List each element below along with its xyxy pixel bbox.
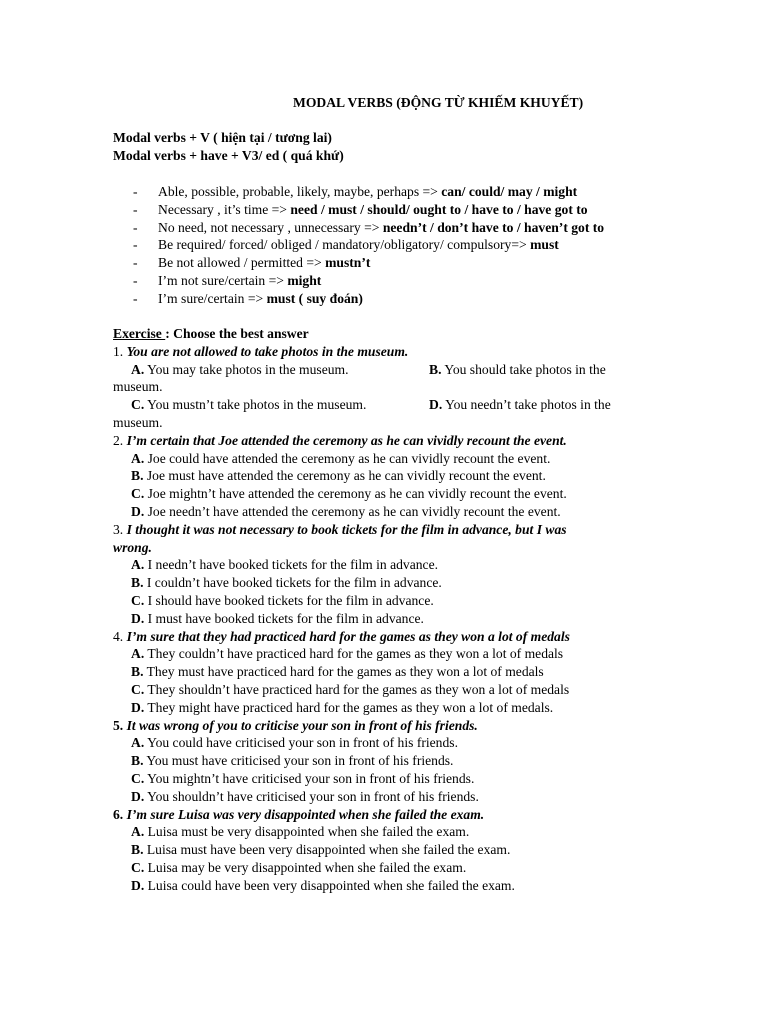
option-letter: D. (131, 788, 145, 804)
question-number: 3. (113, 521, 127, 537)
option-d (113, 610, 673, 628)
option-b (113, 841, 673, 859)
option-c (113, 770, 673, 788)
option-c (113, 485, 673, 503)
option-text: Joe must have attended the ceremony as he can vividly recount the event. (143, 468, 546, 484)
option-letter: A. (131, 824, 145, 840)
rule-text: Necessary , it’s time => (158, 201, 291, 217)
option-letter: A. (131, 361, 145, 377)
question-stem: I’m sure that they had practiced hard for the games as they won a lot of medals (126, 628, 570, 644)
option-a (131, 362, 349, 377)
option-text: I must have booked tickets for the film in advance. (144, 610, 424, 626)
rule-text: I’m not sure/certain => (158, 272, 288, 288)
rule-text: Be required/ forced/ obliged / mandatory/obligatory/ compulsory=> (158, 237, 531, 253)
option-text: They might have practiced hard for the games as they won a lot of medals. (144, 699, 554, 715)
question-number: 5. (113, 717, 127, 733)
option-letter: B. (131, 468, 144, 484)
rule-dash: - (133, 219, 138, 235)
option-text: They shouldn’t have practiced hard for the games as they won a lot of medals (144, 681, 570, 697)
exercise-heading (113, 325, 673, 343)
rule-modal: must (530, 237, 559, 253)
option-letter: C. (131, 770, 145, 786)
option-letter: D. (131, 503, 145, 519)
option-d (113, 877, 673, 895)
option-continuation: museum. (113, 414, 163, 430)
page-title: MODAL VERBS (ĐỘNG TỪ KHIẾM KHUYẾT) (293, 95, 584, 110)
option-text: You needn’t take photos in the (442, 397, 611, 413)
question-stem: I’m sure Luisa was very disappointed when she failed the exam. (126, 806, 485, 822)
question-1 (113, 343, 673, 361)
question-stem-continuation: wrong. (113, 539, 152, 555)
option-text: They must have practiced hard for the games as they won a lot of medals (143, 664, 544, 680)
option-c (113, 681, 673, 699)
rule-dash: - (133, 255, 138, 271)
option-b (113, 663, 673, 681)
question-number: 6. (113, 806, 127, 822)
option-d (429, 396, 611, 414)
option-a (113, 823, 673, 841)
formula-past: Modal verbs + have + V3/ ed ( quá khứ) (113, 148, 344, 163)
option-d (113, 788, 673, 806)
option-text: Joe mightn’t have attended the ceremony as he can vividly recount the event. (144, 486, 567, 502)
option-letter: B. (131, 842, 144, 858)
option-text: I couldn’t have booked tickets for the film in advance. (143, 575, 442, 591)
option-letter: A. (131, 646, 145, 662)
option-letter: B. (131, 575, 144, 591)
rule-dash: - (133, 290, 138, 306)
option-letter: D. (131, 877, 145, 893)
option-a (113, 645, 673, 663)
option-a (113, 450, 673, 468)
rule-item (113, 254, 713, 272)
rule-item (113, 272, 713, 290)
option-letter: D. (131, 699, 145, 715)
rule-text: Able, possible, probable, likely, maybe, perhaps => (158, 184, 442, 199)
option-row (113, 361, 673, 379)
option-text: Luisa must be very disappointed when she failed the exam. (144, 824, 470, 840)
option-letter: C. (131, 592, 145, 608)
option-letter: B. (429, 361, 442, 377)
option-letter: A. (131, 450, 145, 466)
question-3 (113, 521, 673, 539)
option-text: Luisa must have been very disappointed when she failed the exam. (143, 842, 511, 858)
option-b (429, 361, 606, 379)
option-letter: B. (131, 753, 144, 769)
option-letter: C. (131, 397, 145, 413)
question-number: 1. (113, 343, 127, 359)
question-6 (113, 806, 673, 824)
question-number: 2. (113, 432, 127, 448)
question-stem: I’m certain that Joe attended the ceremony as he can vividly recount the event. (126, 432, 567, 448)
option-row (113, 396, 673, 414)
option-c (113, 859, 673, 877)
option-text: Joe needn’t have attended the ceremony as he can vividly recount the event. (144, 503, 561, 519)
option-text: You mustn’t take photos in the museum. (144, 397, 367, 413)
option-letter: A. (131, 735, 145, 751)
question-2 (113, 432, 673, 450)
option-text: They couldn’t have practiced hard for the games as they won a lot of medals (144, 646, 564, 662)
option-text: Joe could have attended the ceremony as he can vividly recount the event. (144, 450, 551, 466)
rule-modal: needn’t / don’t have to / haven’t got to (382, 219, 605, 235)
question-stem: You are not allowed to take photos in the museum. (126, 343, 409, 359)
exercise-instruction: : Choose the best answer (165, 326, 309, 341)
option-d (113, 503, 673, 521)
rule-item (113, 183, 713, 201)
option-text: You may take photos in the museum. (144, 361, 349, 377)
rule-item (113, 219, 713, 237)
question-4 (113, 628, 673, 646)
option-continuation: museum. (113, 379, 163, 395)
rule-modal: mustn’t (325, 255, 371, 271)
option-text: You shouldn’t have criticised your son in front of his friends. (144, 788, 479, 804)
option-c (131, 397, 366, 412)
rule-modal: need / must / should/ ought to / have to / have got to (290, 201, 588, 217)
option-text: Luisa may be very disappointed when she failed the exam. (144, 859, 467, 875)
rule-modal: can/ could/ may / might (441, 184, 578, 199)
option-letter: C. (131, 859, 145, 875)
question-stem: It was wrong of you to criticise your son in front of his friends. (126, 717, 478, 733)
rule-text: No need, not necessary , unnecessary => (158, 219, 383, 235)
option-text: You should take photos in the (441, 361, 606, 377)
rule-dash: - (133, 272, 138, 288)
question-stem: I thought it was not necessary to book tickets for the film in advance, but I was (126, 521, 567, 537)
option-text: Luisa could have been very disappointed when she failed the exam. (144, 877, 515, 893)
option-a (113, 734, 673, 752)
rule-text: Be not allowed / permitted => (158, 255, 326, 271)
option-text: I should have booked tickets for the film in advance. (144, 592, 434, 608)
option-letter: A. (131, 557, 145, 573)
option-letter: C. (131, 681, 145, 697)
option-letter: C. (131, 486, 145, 502)
option-letter: D. (429, 397, 443, 413)
option-a (113, 556, 673, 574)
formula-present: Modal verbs + V ( hiện tại / tương lai) (113, 130, 332, 145)
rule-dash: - (133, 237, 138, 253)
option-text: You must have criticised your son in front of his friends. (143, 753, 454, 769)
rule-item (113, 290, 713, 308)
option-letter: B. (131, 664, 144, 680)
question-5 (113, 717, 673, 735)
option-text: I needn’t have booked tickets for the film in advance. (144, 557, 439, 573)
rule-dash: - (133, 184, 138, 199)
rule-text: I’m sure/certain => (158, 290, 267, 306)
rule-dash: - (133, 201, 138, 217)
option-letter: D. (131, 610, 145, 626)
option-d (113, 699, 673, 717)
rule-modal: must ( suy đoán) (266, 290, 363, 306)
option-c (113, 592, 673, 610)
rule-item (113, 201, 713, 219)
option-text: You mightn’t have criticised your son in front of his friends. (144, 770, 475, 786)
rule-modal: might (287, 272, 322, 288)
option-b (113, 752, 673, 770)
exercise-section (113, 325, 673, 895)
option-b (113, 467, 673, 485)
option-b (113, 574, 673, 592)
exercise-label: Exercise (113, 326, 166, 341)
rules-list (113, 183, 713, 308)
option-text: You could have criticised your son in front of his friends. (144, 735, 458, 751)
rule-item (113, 236, 713, 254)
question-number: 4. (113, 628, 127, 644)
